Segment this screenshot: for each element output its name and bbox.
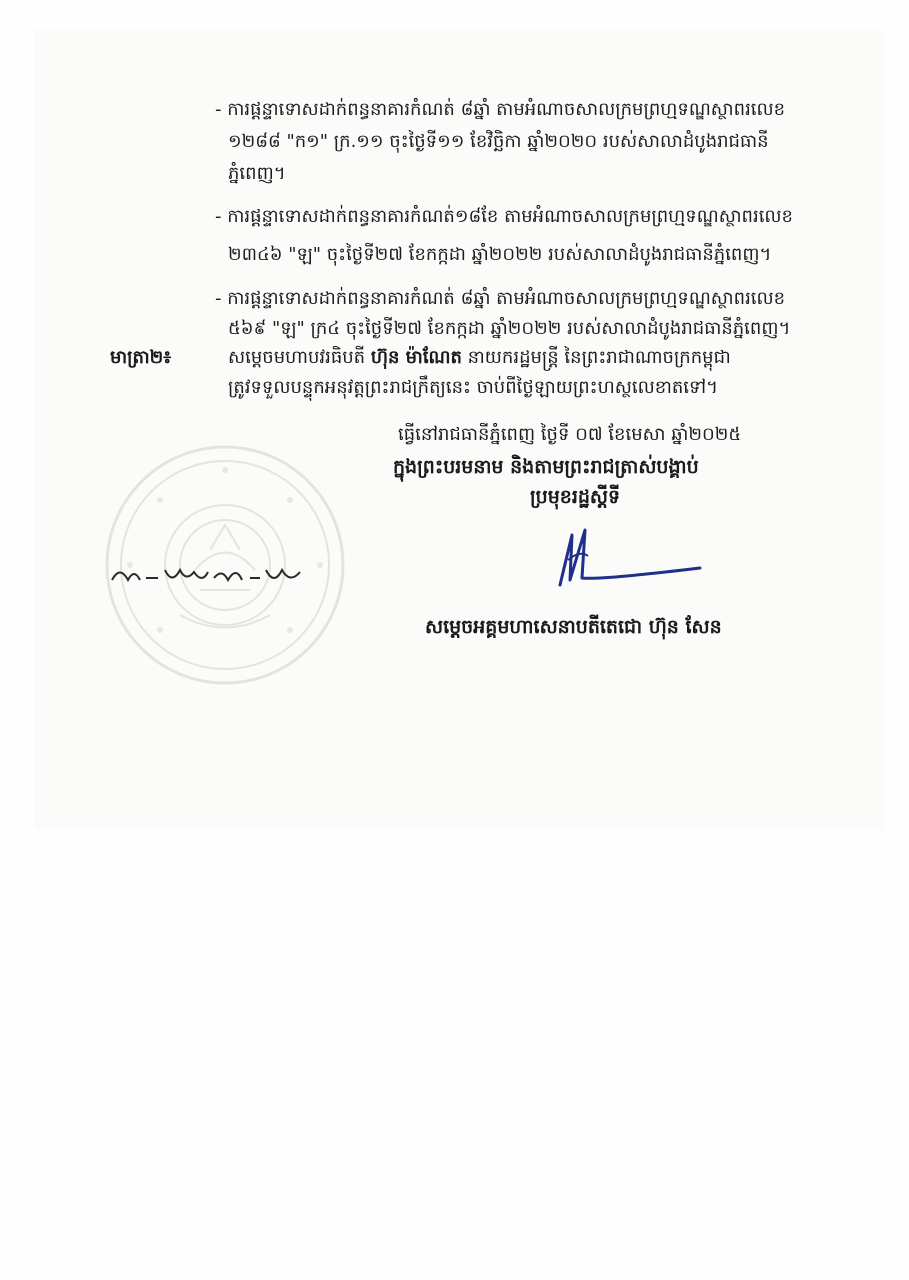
formula-line: ក្នុងព្រះបរមនាម និងតាមព្រះរាជត្រាស់បង្គាប់ <box>393 456 699 478</box>
handwritten-annotation <box>110 560 310 590</box>
signatory-name: សម្តេចអគ្គមហាសេនាបតីតេជោ ហ៊ុន សែន <box>425 616 722 638</box>
article-label: មាត្រា២៖ <box>110 347 172 368</box>
date-line: ធ្វើនៅរាជធានីភ្នំពេញ ថ្ងៃទី ០៧ ខែមេសា ឆ្នាំ២០២៥ <box>398 424 742 445</box>
bullet-3-line-2: ៥៦៩ "ឡ" ក្រ៤ ចុះថ្ងៃទី២៧ ខែកក្កដា ឆ្នាំ២០២២ របស់សាលាដំបូងរាជធានីភ្នំពេញ។ <box>228 318 791 339</box>
title-line: ប្រមុខរដ្ឋស្តីទី <box>530 486 621 508</box>
bullet-3-line-1: - ការផ្តន្ទាទោសដាក់ពន្ធនាគារកំណត់ ៨ឆ្នាំ តាមអំណាចសាលក្រមព្រហ្មទណ្ឌស្ថាពរលេខ <box>215 288 786 309</box>
bullet-2-line-1: - ការផ្តន្ទាទោសដាក់ពន្ធនាគារកំណត់១៨ខែ តាមអំណាចសាលក្រមព្រហ្មទណ្ឌស្ថាពរលេខ <box>215 206 793 227</box>
bullet-1-line-1: - ការផ្តន្ទាទោសដាក់ពន្ធនាគារកំណត់ ៨ឆ្នាំ តាមអំណាចសាលក្រមព្រហ្មទណ្ឌស្ថាពរលេខ <box>215 99 786 120</box>
signature-icon <box>540 520 710 610</box>
article-line-1-post: នាយករដ្ឋមន្ត្រី នៃព្រះរាជាណាចក្រកម្ពុជា <box>461 347 731 368</box>
prime-minister-name: ហ៊ុន ម៉ាណែត <box>370 347 462 368</box>
bullet-1-line-2: ១២៨៨ "ក១" ក្រ.១១ ចុះថ្ងៃទី១១ ខែវិច្ឆិកា ឆ្នាំ២០២០ របស់សាលាដំបូងរាជធានី <box>228 131 769 152</box>
article-line-1 <box>228 343 731 373</box>
article-line-1-pre: សម្តេចមហាបវរធិបតី <box>228 347 371 368</box>
bullet-2-line-2: ២៣៤៦ "ឡ" ចុះថ្ងៃទី២៧ ខែកក្កដា ឆ្នាំ២០២២ របស់សាលាដំបូងរាជធានីភ្នំពេញ។ <box>228 244 772 265</box>
article-line-2: ត្រូវទទួលបន្ទុកអនុវត្តព្រះរាជក្រឹត្យនេះ ចាប់ពីថ្ងៃឡាយព្រះហស្ថលេខាតទៅ។ <box>228 377 718 398</box>
bullet-1-line-3: ភ្នំពេញ។ <box>228 163 286 184</box>
